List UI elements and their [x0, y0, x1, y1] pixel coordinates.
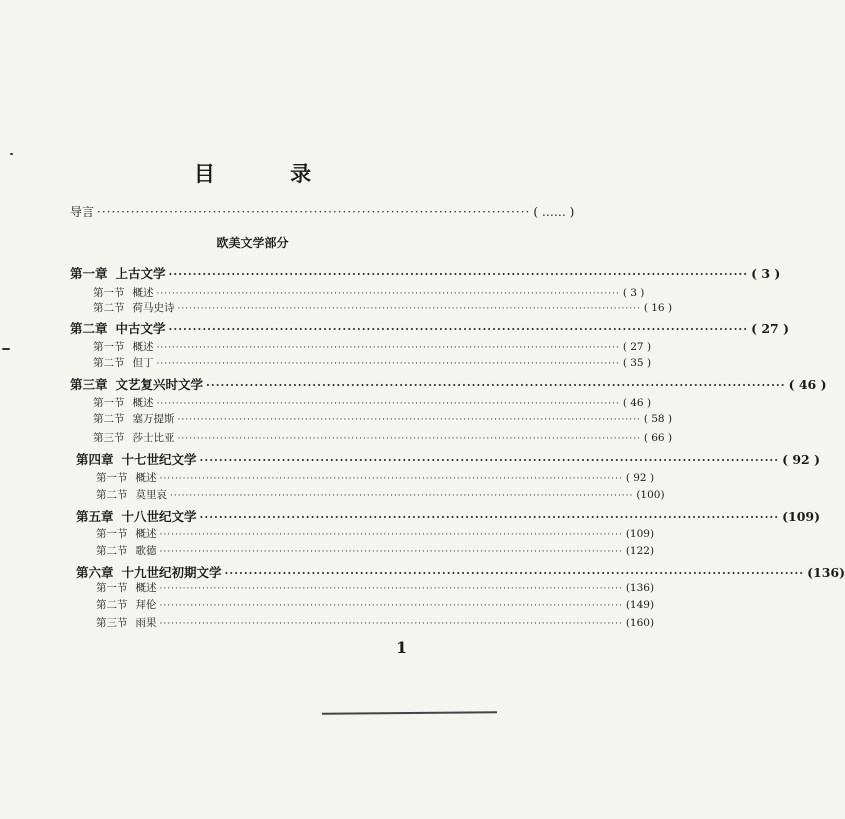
toc-entry-page: (122): [625, 545, 655, 557]
toc-entry-title: 荷马史诗: [132, 302, 175, 314]
leader-dots: ························································································································: [206, 379, 786, 392]
toc-entry-number: 第二节: [93, 413, 125, 425]
toc-entry-page: ( 46 ): [788, 377, 827, 392]
toc-entry-title: 概述: [132, 287, 154, 299]
toc-entry-label: [93, 339, 154, 354]
toc-section-row: [96, 543, 655, 558]
toc-entry-title: 概述: [132, 397, 154, 409]
toc-entry-label: [70, 264, 166, 282]
toc-entry-label: [93, 300, 175, 315]
toc-entry-title: 雨果: [135, 617, 157, 629]
toc-entry-number: 第一节: [93, 287, 125, 299]
toc-entry-page: (149): [625, 599, 655, 611]
leader-dots: ························································································································: [224, 567, 805, 580]
toc-section-row: [93, 430, 673, 445]
leader-dots: ························································································································: [168, 268, 749, 281]
toc-section-row: [93, 339, 652, 354]
toc-entry-page: ( 27 ): [622, 341, 652, 353]
toc-entry-title: 十九世纪初期文学: [121, 565, 222, 580]
toc-entry-number: 第六章: [76, 565, 114, 580]
toc-section-row: [93, 395, 652, 410]
fold-line: [322, 711, 497, 715]
toc-chapter-row: [70, 319, 790, 337]
toc-entry-title: 莎士比亚: [132, 432, 175, 444]
leader-dots: ························································································································: [156, 289, 620, 299]
toc-entry-page: ( 58 ): [643, 413, 673, 425]
toc-entry-page: ( 3 ): [622, 287, 645, 299]
toc-entry-label: [70, 375, 203, 393]
toc-entry-label: [96, 543, 157, 558]
toc-entry-title: 但丁: [132, 357, 154, 369]
toc-entry-page: ( 92 ): [625, 472, 655, 484]
toc-entry-number: 第四章: [76, 452, 114, 467]
toc-entry-title: 概述: [135, 472, 157, 484]
toc-entry-label: [93, 355, 154, 370]
toc-entry-page: (160): [625, 617, 655, 629]
leader-dots: ························································································································: [159, 601, 623, 611]
toc-entry-label: [96, 487, 167, 502]
toc-entry-number: 第一节: [93, 397, 125, 409]
leader-dots: ························································································································: [159, 530, 623, 540]
scan-speck: [2, 348, 10, 350]
toc-entry-title: 概述: [135, 528, 157, 540]
toc-entry-label: [96, 597, 157, 612]
toc-section-row: [93, 355, 652, 370]
leader-dots: ························································································································: [156, 399, 620, 409]
leader-dots: ························································································································: [156, 359, 620, 369]
toc-chapter-row: [76, 563, 845, 581]
toc-intro-page: ( …… ): [533, 205, 575, 219]
toc-entry-number: 第三章: [70, 377, 108, 392]
leader-dots: ··························································································: [97, 205, 531, 219]
toc-entry-number: 第一节: [96, 528, 128, 540]
toc-entry-page: ( 35 ): [622, 357, 652, 369]
toc-entry-label: [93, 430, 175, 445]
leader-dots: ························································································································: [199, 511, 780, 524]
toc-intro-row: [70, 203, 575, 220]
leader-dots: ························································································································: [199, 454, 780, 467]
toc-entry-label: [93, 395, 154, 410]
toc-chapter-row: [70, 375, 827, 393]
toc-entry-page: (136): [625, 582, 655, 594]
toc-entry-label: [96, 526, 157, 541]
toc-entry-page: ( 66 ): [643, 432, 673, 444]
toc-section-row: [93, 300, 673, 315]
toc-entry-label: [93, 411, 175, 426]
toc-entry-page: (100): [636, 489, 665, 501]
leader-dots: ························································································································: [168, 323, 749, 336]
section-heading: 欧美文学部分: [216, 236, 289, 250]
toc-entry-number: 第五章: [76, 509, 114, 524]
toc-section-row: [96, 597, 655, 612]
toc-entry-number: 第一章: [70, 266, 108, 281]
toc-entry-title: 概述: [135, 582, 157, 594]
toc-entry-page: ( 46 ): [622, 397, 652, 409]
toc-entry-number: 第一节: [96, 582, 128, 594]
scan-speck: [10, 153, 13, 155]
toc-entry-page: ( 92 ): [782, 452, 821, 467]
toc-intro-label: 导言: [70, 205, 95, 219]
leader-dots: ························································································································: [177, 304, 641, 314]
leader-dots: ························································································································: [156, 343, 620, 353]
leader-dots: ························································································································: [159, 474, 623, 484]
toc-entry-label: [76, 507, 197, 525]
toc-chapter-row: [76, 450, 821, 468]
toc-entry-title: 上古文学: [115, 266, 166, 281]
toc-entry-title: 概述: [132, 341, 154, 353]
toc-entry-label: [76, 563, 222, 581]
toc-entry-title: 文艺复兴时文学: [115, 377, 204, 392]
toc-entry-label: [76, 450, 197, 468]
leader-dots: ························································································································: [159, 584, 623, 594]
toc-section-row: [93, 285, 645, 300]
toc-entry-page: ( 27 ): [751, 321, 790, 336]
toc-entry-title: 中古文学: [115, 321, 166, 336]
toc-entry-title: 歌德: [135, 545, 157, 557]
toc-entry-number: 第一节: [93, 341, 125, 353]
toc-entry-number: 第二章: [70, 321, 108, 336]
toc-section-row: [93, 411, 673, 426]
toc-chapter-row: [70, 264, 781, 282]
toc-section-row: [96, 470, 655, 485]
toc-entry-page: (109): [625, 528, 655, 540]
toc-entry-number: 第三节: [93, 432, 125, 444]
toc-section-row: [96, 526, 655, 541]
toc-entry-number: 第二节: [96, 489, 128, 501]
toc-entry-label: [93, 285, 154, 300]
page-number: 1: [396, 638, 408, 657]
toc-entry-label: [70, 319, 166, 337]
toc-entry-number: 第一节: [96, 472, 128, 484]
leader-dots: ························································································································: [159, 547, 623, 557]
toc-entry-page: ( 3 ): [751, 266, 781, 281]
toc-entry-label: [96, 470, 157, 485]
toc-entry-title: 十八世纪文学: [121, 509, 197, 524]
toc-chapter-row: [76, 507, 821, 525]
leader-dots: ························································································································: [170, 491, 634, 501]
toc-entry-number: 第二节: [96, 599, 128, 611]
leader-dots: ························································································································: [177, 434, 641, 444]
toc-section-row: [96, 615, 655, 630]
toc-entry-page: ( 16 ): [643, 302, 673, 314]
toc-entry-number: 第二节: [93, 302, 125, 314]
toc-entry-label: [96, 580, 157, 595]
toc-entry-title: 拜伦: [135, 599, 157, 611]
toc-entry-number: 第二节: [93, 357, 125, 369]
toc-entry-title: 莫里哀: [135, 489, 167, 501]
toc-entry-number: 第二节: [96, 545, 128, 557]
toc-section-row: [96, 487, 665, 502]
toc-entry-title: 塞万提斯: [132, 413, 175, 425]
toc-entry-number: 第三节: [96, 617, 128, 629]
page-title: 目 录: [193, 162, 346, 186]
toc-entry-label: [96, 615, 157, 630]
leader-dots: ························································································································: [177, 415, 641, 425]
toc-entry-page: (136): [807, 565, 845, 580]
toc-entry-page: (109): [782, 509, 821, 524]
leader-dots: ························································································································: [159, 619, 623, 629]
toc-section-row: [96, 580, 655, 595]
toc-entry-title: 十七世纪文学: [121, 452, 197, 467]
